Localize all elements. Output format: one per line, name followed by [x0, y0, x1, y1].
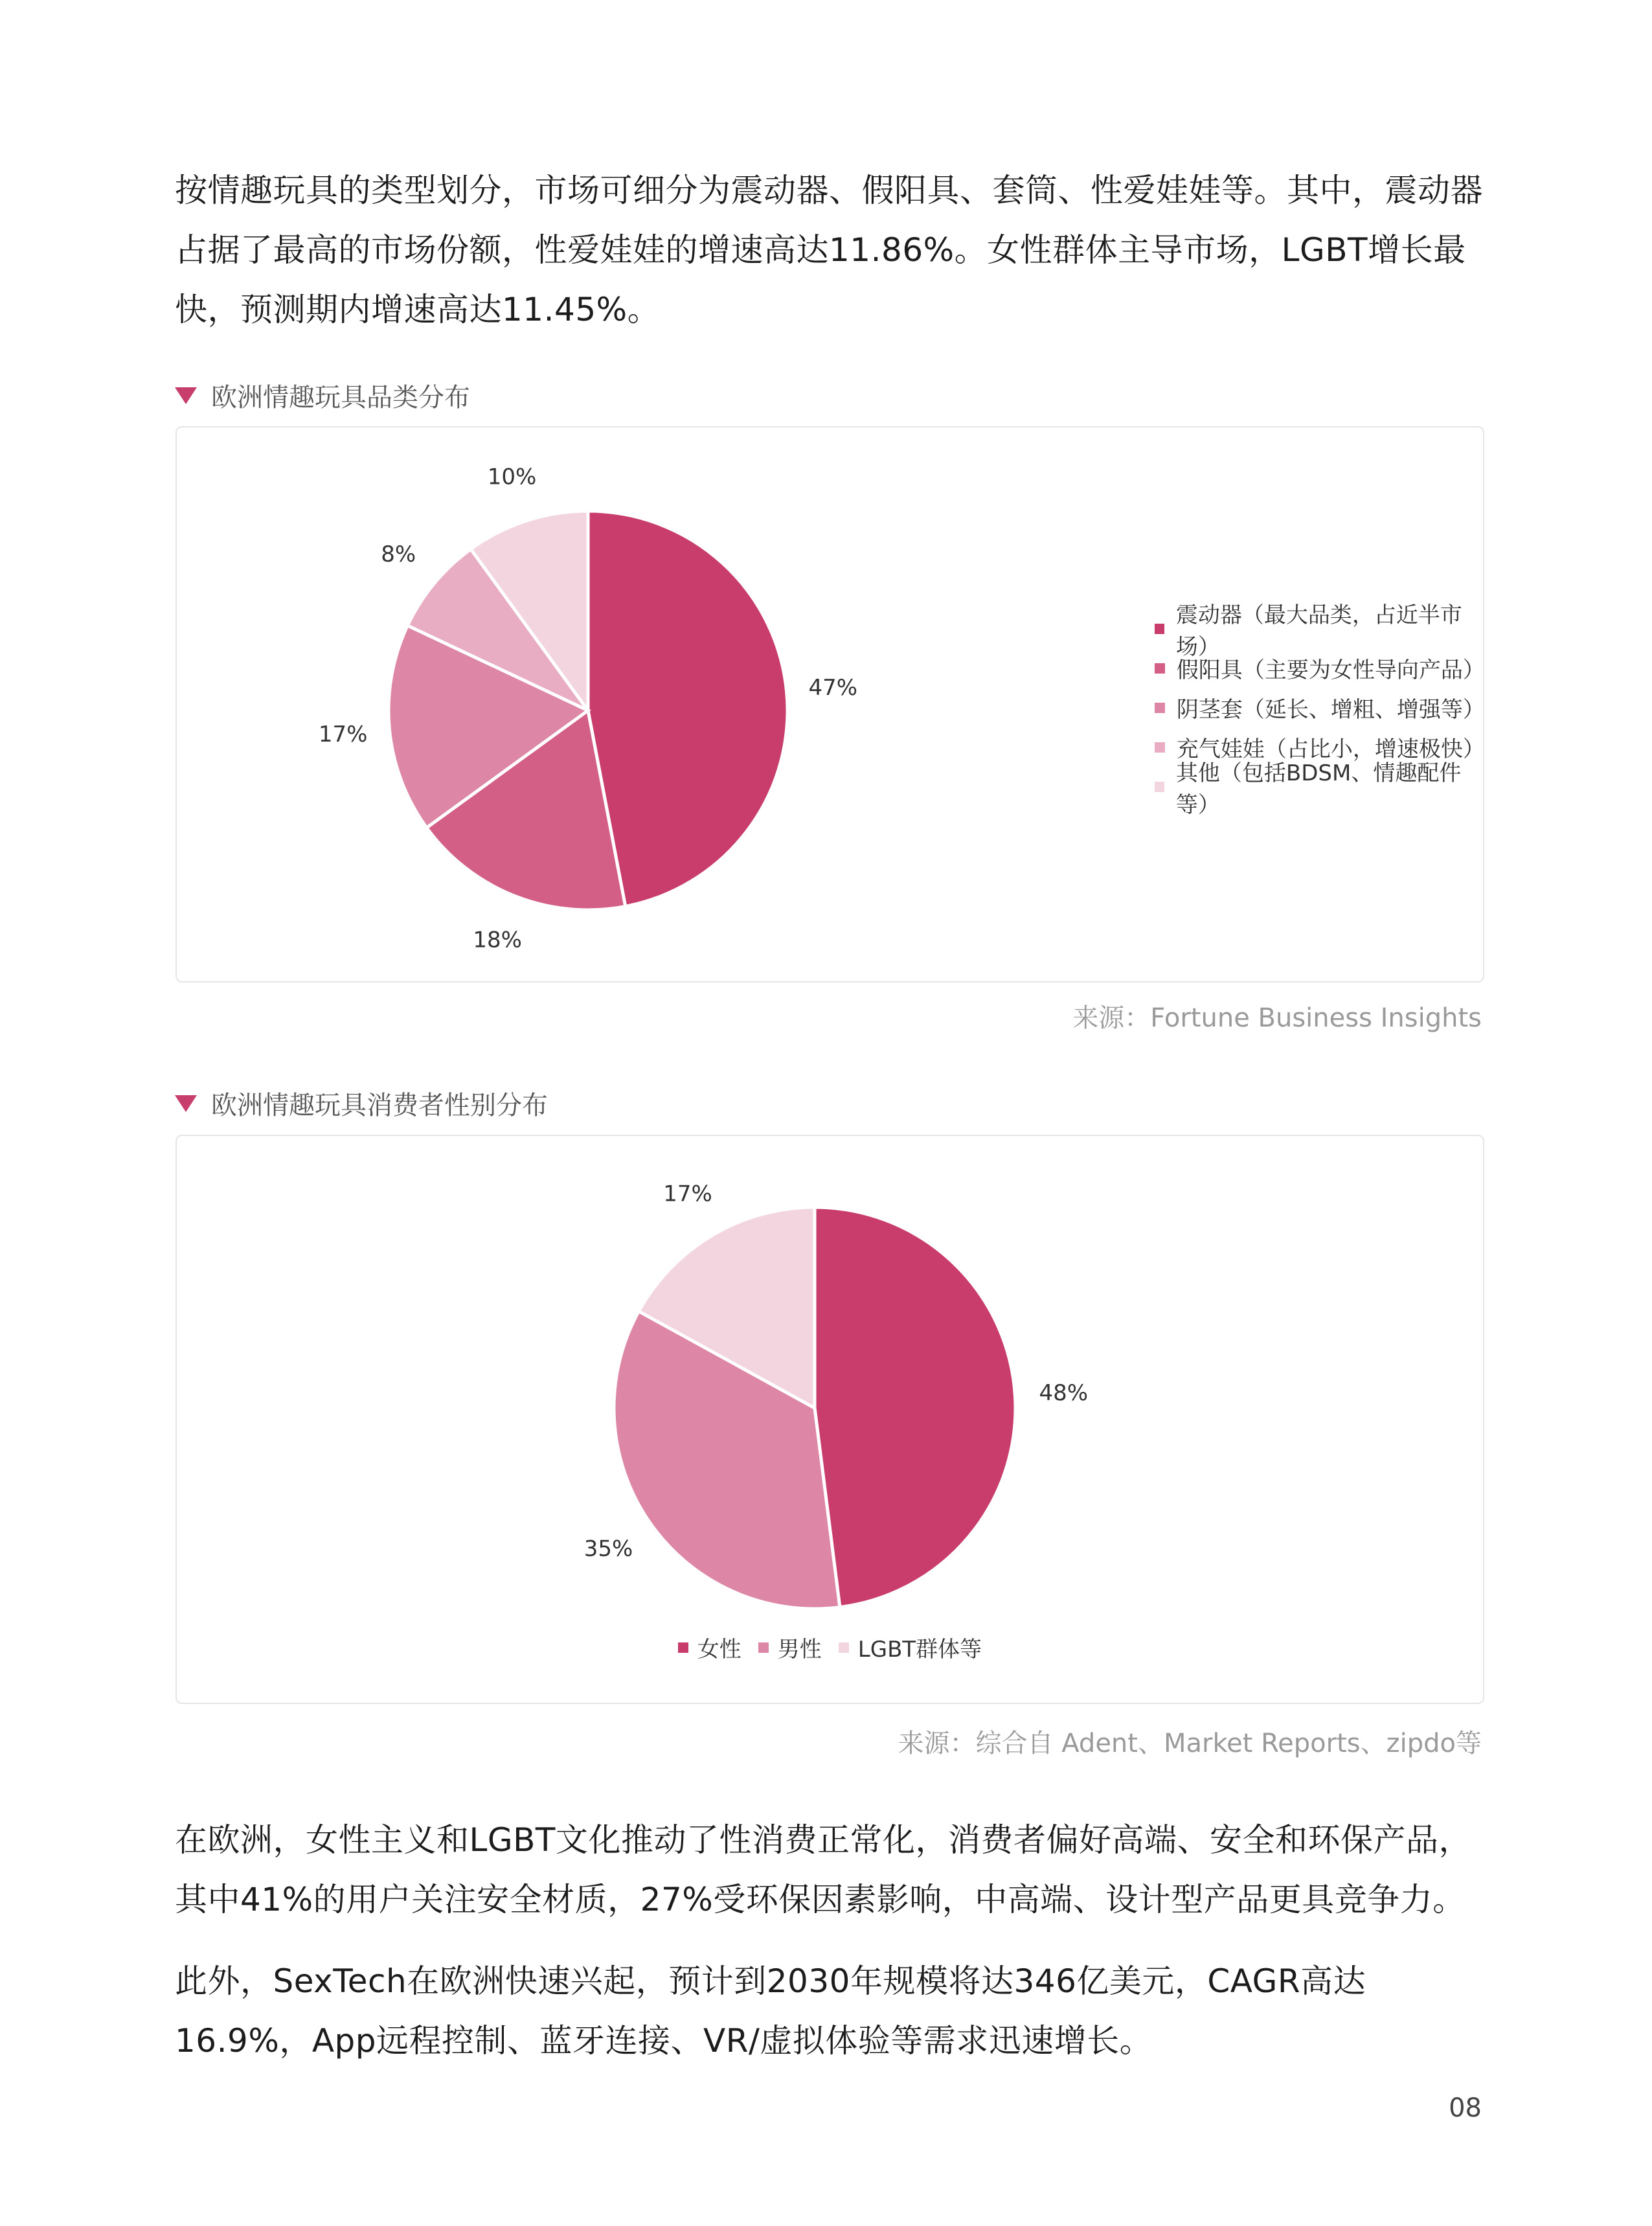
- outro-paragraph-2: 此外，SexTech在欧洲快速兴起，预计到2030年规模将达346亿美元，CAGR高达16.9%，App远程控制、蓝牙连接、VR/虚拟体验等需求迅速增长。: [175, 1962, 1366, 2060]
- chart1-legend-item-1: [1155, 648, 1483, 688]
- chart2-legend-swatch-1: [758, 1642, 769, 1653]
- chart1-legend-label-0: 震动器（最大品类，占近半市场）: [1175, 602, 1462, 660]
- page-number: 08: [1449, 2093, 1482, 2123]
- chart1-slice-label-0: 47%: [808, 675, 858, 701]
- chart2-legend-swatch-2: [839, 1642, 849, 1653]
- chart2-section-title: [175, 1085, 548, 1122]
- chart2-legend-label-1: 男性: [777, 1637, 822, 1663]
- chart1-legend-swatch-2: [1155, 703, 1165, 713]
- chart1-slice-label-4: 10%: [487, 464, 537, 490]
- chart1-legend-label-2: 阴茎套（延长、增粗、增强等）: [1176, 697, 1485, 723]
- chart2-panel: [175, 1135, 1484, 1704]
- chart2-source: 来源：综合自 Adent、Market Reports、zipdo等: [898, 1729, 1482, 1758]
- chart1-legend-label-3: 充气娃娃（占比小，增速极快）: [1176, 736, 1485, 762]
- outro-section: [175, 1810, 1496, 2071]
- chart1-legend-swatch-0: [1155, 624, 1164, 634]
- chart2-legend-item-1: [758, 1631, 822, 1663]
- chart2-legend: [177, 1631, 1483, 1663]
- chart2-slice-label-1: 35%: [583, 1536, 633, 1562]
- chart1-legend-item-0: [1155, 602, 1483, 660]
- chart2-legend-item-2: [839, 1631, 982, 1663]
- chart2-legend-label-2: LGBT群体等: [857, 1637, 982, 1663]
- chart1-title-text: 欧洲情趣玩具品类分布: [211, 383, 470, 413]
- chart1-legend-item-2: [1155, 688, 1483, 727]
- chart1-legend-swatch-1: [1155, 663, 1165, 674]
- chart1-panel: [175, 426, 1484, 982]
- chart1-legend-label-1: 假阳具（主要为女性导向产品）: [1176, 657, 1485, 683]
- chart2-legend-label-0: 女性: [697, 1637, 741, 1663]
- chart1-legend-label-4: 其他（包括BDSM、情趣配件等）: [1175, 760, 1462, 818]
- chart1-legend-swatch-4: [1155, 782, 1164, 792]
- chart2-pie-svg: [177, 1136, 1483, 1703]
- outro-paragraph-1: 在欧洲，女性主义和LGBT文化推动了性消费正常化，消费者偏好高端、安全和环保产品，其中41%的用户关注安全材质，27%受环保因素影响，中高端、设计型产品更具竞争力。: [175, 1821, 1471, 1918]
- chart2-legend-item-0: [678, 1631, 741, 1663]
- chart1-slice-label-1: 18%: [473, 927, 522, 953]
- chart1-section-title: [175, 377, 470, 414]
- triangle-marker-icon: [175, 387, 197, 404]
- chart1-legend-item-4: [1155, 760, 1483, 818]
- chart1-legend-swatch-3: [1155, 742, 1165, 753]
- chart2-slice-0: [815, 1207, 1015, 1607]
- chart1-source: 来源：Fortune Business Insights: [1072, 1003, 1482, 1033]
- chart2-legend-swatch-0: [678, 1642, 688, 1653]
- intro-paragraph: [175, 161, 1496, 339]
- intro-text: 按情趣玩具的类型划分，市场可细分为震动器、假阳具、套筒、性爱娃娃等。其中，震动器占据了最高的市场份额，性爱娃娃的增速高达11.86%。女性群体主导市场，LGBT增长最快，预测期内增速高达11.45%。: [175, 172, 1483, 328]
- chart1-slice-label-2: 17%: [318, 721, 368, 747]
- chart1-slice-label-3: 8%: [381, 541, 416, 567]
- triangle-marker-icon: [175, 1095, 197, 1112]
- chart1-slice-0: [588, 511, 787, 907]
- chart2-title-text: 欧洲情趣玩具消费者性别分布: [211, 1091, 548, 1120]
- chart2-slice-label-2: 17%: [663, 1181, 712, 1207]
- chart1-legend: [1155, 602, 1485, 818]
- chart2-slice-label-0: 48%: [1039, 1380, 1089, 1406]
